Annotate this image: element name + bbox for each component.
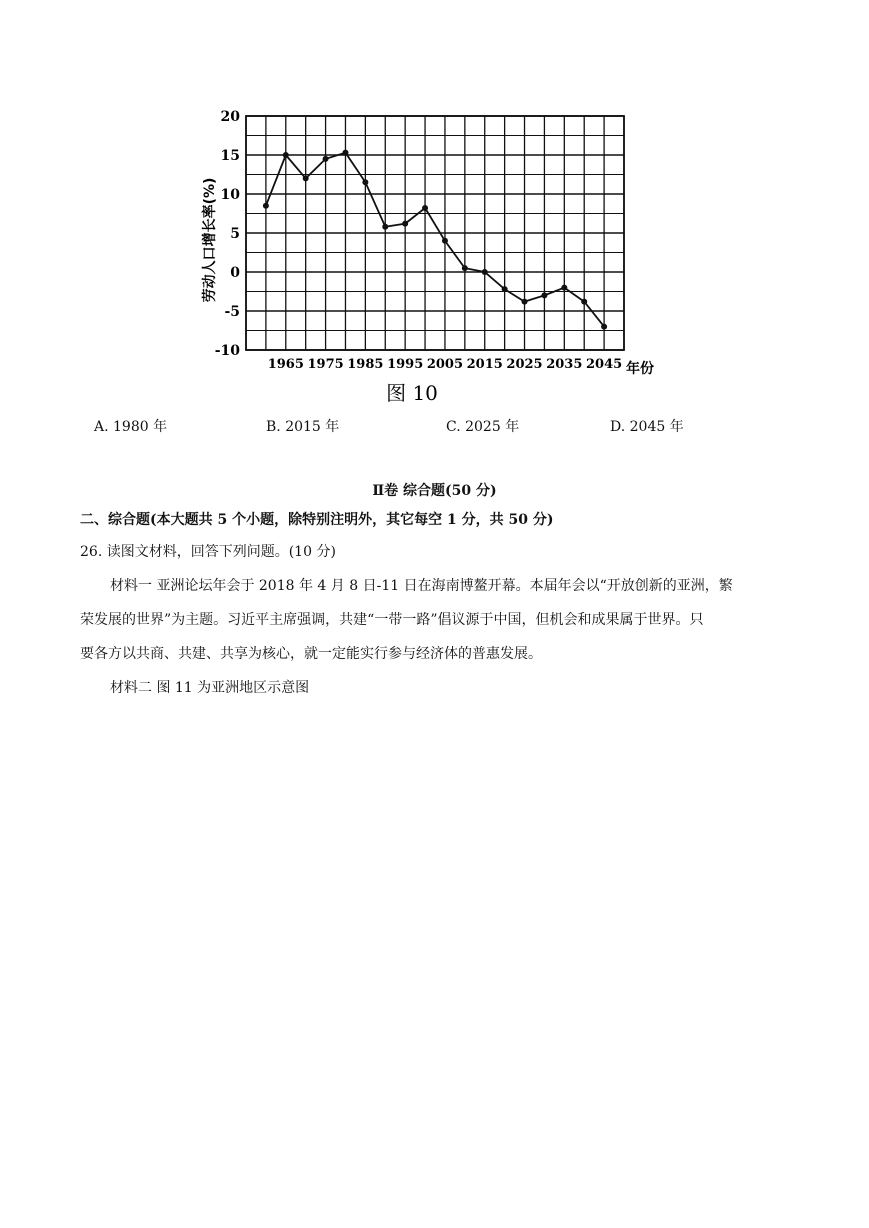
data-point: [482, 269, 488, 275]
data-point: [283, 152, 289, 158]
x-tick-label: 1985: [347, 357, 384, 372]
labor-growth-chart: [190, 100, 670, 410]
data-point: [541, 292, 547, 298]
data-point: [561, 285, 567, 291]
x-tick-label: 2015: [466, 357, 503, 372]
option-b[interactable]: B. 2015 年: [266, 419, 340, 435]
series-line: [266, 153, 604, 327]
option-c[interactable]: C. 2025 年: [446, 419, 520, 435]
x-tick-label: 1995: [387, 357, 424, 372]
material-1-line-3: 要各方以共商、共建、共享为核心，就一定能实行参与经济体的普惠发展。: [80, 646, 542, 662]
data-point: [303, 175, 309, 181]
data-point: [263, 203, 269, 209]
option-a[interactable]: A. 1980 年: [94, 419, 168, 435]
data-point: [402, 221, 408, 227]
x-tick-label: 2025: [506, 357, 543, 372]
y-tick-label: -5: [224, 304, 240, 320]
section-title: Ⅱ卷 综合题(50 分): [372, 483, 497, 499]
x-tick-label: 2045: [586, 357, 623, 372]
y-axis-label: 劳动人口增长率(%): [202, 177, 218, 303]
x-tick-labels: [268, 357, 623, 372]
x-tick-label: 2005: [426, 357, 464, 372]
data-point: [462, 265, 468, 271]
data-point: [581, 299, 587, 305]
chart-grid: [246, 116, 624, 350]
y-tick-label: 0: [230, 265, 240, 281]
data-point: [601, 324, 607, 330]
material-2: 材料二 图 11 为亚洲地区示意图: [110, 680, 310, 696]
option-d[interactable]: D. 2045 年: [610, 419, 684, 435]
data-point: [323, 156, 329, 162]
material-1-line-2: 荣发展的世界”为主题。习近平主席强调，共建“一带一路”倡议源于中国，但机会和成果属于世界。只: [80, 612, 704, 628]
data-point: [522, 299, 528, 305]
data-point: [342, 150, 348, 156]
y-tick-label: 15: [220, 148, 240, 164]
data-point: [442, 238, 448, 244]
data-point: [382, 224, 388, 230]
y-tick-labels: [215, 109, 241, 359]
question-26-stem: 26. 读图文材料，回答下列问题。(10 分): [80, 544, 336, 560]
x-tick-label: 2035: [546, 357, 583, 372]
x-axis-unit-label: 年份: [626, 361, 654, 377]
series-line-group: [263, 150, 607, 330]
data-point: [502, 286, 508, 292]
data-point: [422, 205, 428, 211]
figure-caption: 图 10: [386, 381, 438, 405]
y-tick-label: 5: [230, 226, 240, 242]
y-tick-label: -10: [214, 343, 240, 359]
y-tick-label: 20: [220, 109, 240, 125]
y-tick-label: 10: [220, 187, 240, 203]
section-heading: 二、综合题(本大题共 5 个小题，除特别注明外，其它每空 1 分，共 50 分): [80, 512, 554, 528]
material-1-line-1: 材料一 亚洲论坛年会于 2018 年 4 月 8 日-11 日在海南博鳌开幕。本届年会以“开放创新的亚洲，繁: [110, 578, 733, 594]
data-point: [362, 179, 368, 185]
x-tick-label: 1975: [307, 357, 344, 372]
x-tick-label: 1965: [267, 357, 304, 372]
